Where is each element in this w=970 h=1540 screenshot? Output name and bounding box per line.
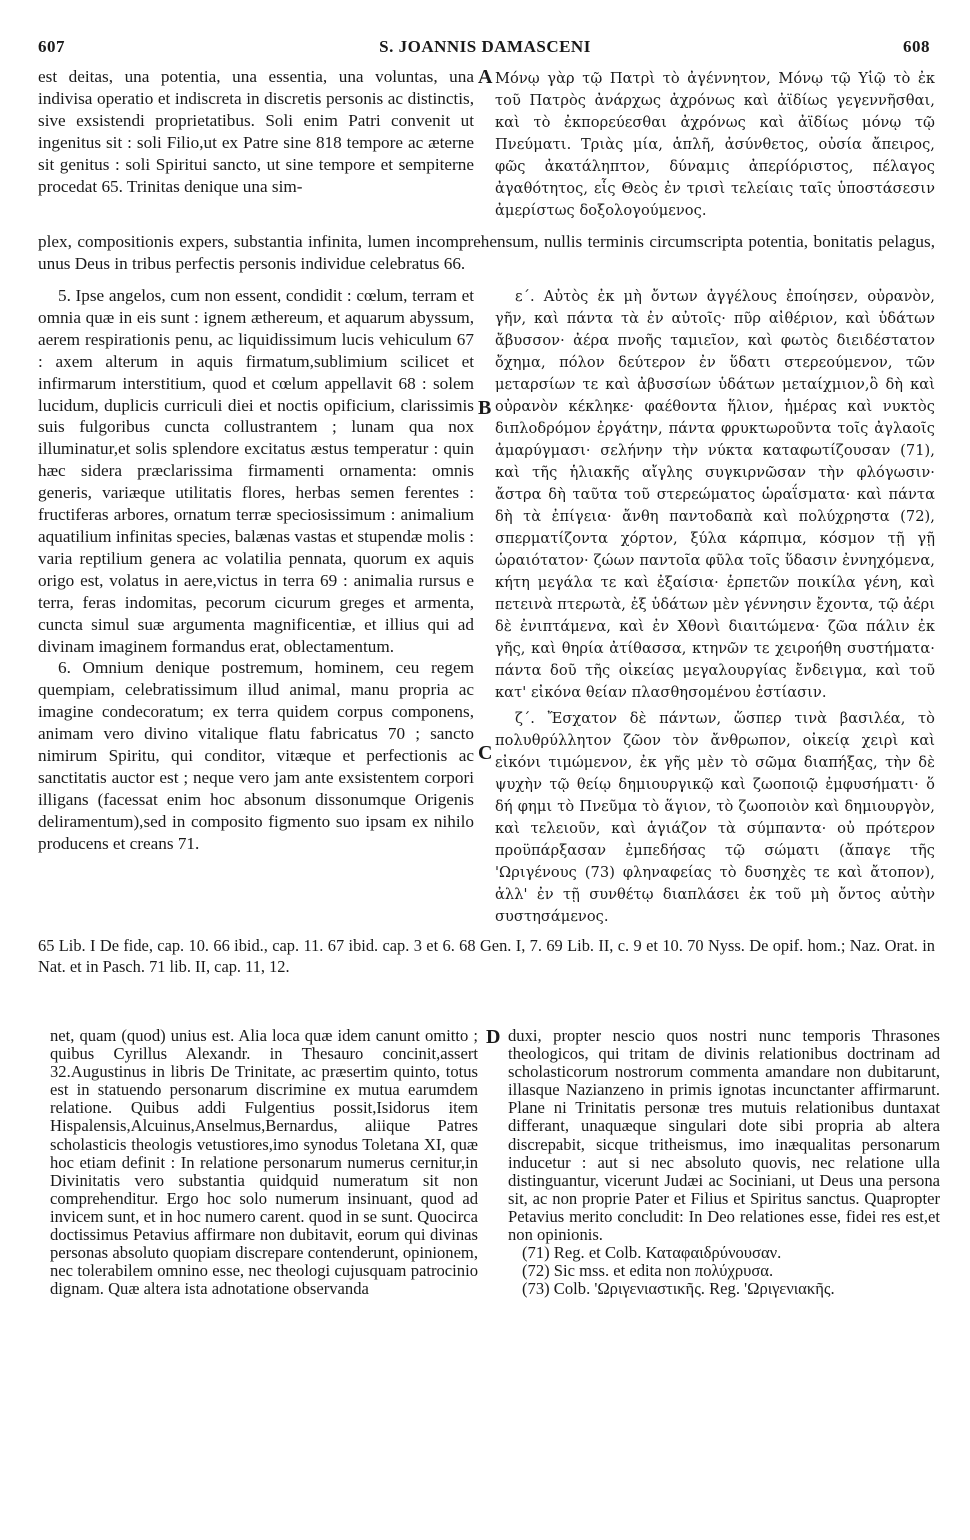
right-page-number: 608	[903, 37, 930, 56]
latin-paragraph-6: 6. Omnium denique postremum, hominem, ceu regem quempiam, celebratissimum illud animal, manu propria ac imagine condecoratum; ex terra quidem corpus componens, animam vero divino vitalique flatu fabricatus 70 ; sancto nimirum Spiritu, qui conditor, vitæque et perfectionis ac sanctitatis auctor est ; neque vero jam ante exsistentem corpori illigans (facessat enim hoc absonum dissonumque Origenis deliramentum),sed in composito figmento suo ipsam ex nihilo producens et creans 71.	[38, 658, 474, 853]
greek-column-creation	[495, 286, 935, 928]
note-71: (71) Reg. et Colb. Καταφαιδρύνουσαν.	[522, 1243, 782, 1263]
running-title: S. JOANNIS DAMASCENI	[379, 37, 591, 56]
commentary-right-text: duxi, propter nescio quos nostri nunc temporis Thrasones theologicos, qui tritam de divinis relationibus doctrinam ad scholasticorum nostrorum commenta amandare non dubitarunt, illasque Nazianzeno in primis ignotas incunctanter affirmarunt. Plane ni Trinitatis personæ tres mutuis relationibus duntaxat differant, unaquæque singulari dote sibi propria ab altera discrepabit, sicque tritheismus, imo inæqualitas personarum inducetur : aut si nec absoluto quovis, nec relatione ulla distinguantur, vicerunt Judæi ac Sociniani, ut Deus una persona sit, ac non proprie Pater et Filius et Spiritus sanctus. Quapropter Petavius merito concludit: In Deo relationes esse, fidei res est,et non opinionis.	[508, 1026, 940, 1245]
greek-paragraph-5: ε΄. Αὐτὸς ἐκ μὴ ὄντων ἀγγέλους ἐποίησεν, οὐρανὸν, γῆν, καὶ πάντα τὰ ἐν αὐτοῖς· πῦρ αἰθέριον, καὶ ὑδάτων ἄβυσσον· ἀέρα πνοῆς ταμιεῖον, καὶ φωτὸς διειδέστατον ὄχημα, πόλον δεύτερον ἐν ὕδατι στερεούμενον, τῶν μεταρσίων τε καὶ ἀβυσσίων ὑδάτων μεταίχμιον,ὃ δὴ καὶ οὐρανὸν κέκληκε· φαέθοντα ἥλιον, ἡμέρας καὶ νυκτὸς διπλοδρόμον ἐργάτην, πάντα φρυκτωροῦντα τοῖς ἀγλαοῖς ἀμαρύγμασι· σελήνην τὴν νύκτα καταφωτίζουσαν (71), καὶ τῆς ἡλιακῆς αἴγλης συγκιρνῶσαν τὴν φλόγωσιν· ἄστρα δὴ ταῦτα τοῦ στερεώματος ὡραΐσματα· καὶ πάντα δὴ τὰ ἐπίγεια· ἄνθη παντοδαπὰ καὶ πολύχρηστα (72), σπερματίζοντα χόρτον, ξύλα κάρπιμα, κόσμον τῇ γῇ ὡραιότατον· ζώων παντοῖα φῦλα τοῖς ὕδασιν ἐννηχόμενα, κήτη μεγάλα τε καὶ ἐξαίσια· ἑρπετῶν ποικίλα γένη, καὶ πετεινὰ πτερωτὰ, ἐξ ὑδάτων μὲν γέννησιν ἔχοντα, τῷ ἀέρι δὲ ἐνιπτάμενα, καὶ ἐν Χθονὶ διαιτώμενα· ζῶα πάλιν ἐκ γῆς, καὶ θηρία ἀτίθασσα, κτηνῶν τε χειροήθη συστήματα· πάντα δοῦ τῆς οἰκείας μεγαλουργίας ἔνδειγμα, καὶ τοῦ κατ' εἰκόνα θείαν πλασθησομένου ἐστίασιν.	[495, 288, 935, 701]
latin-paragraph-continuation: plex, compositionis expers, substantia infinita, lumen incomprehensum, nullis terminis circumscripta potentia, bonitatis pelagus, unus Deus in tribus perfectis personis individue celebratus 66.	[38, 232, 935, 273]
latin-column-creation	[38, 285, 474, 855]
margin-letter-d: D	[486, 1026, 501, 1048]
note-73: (73) Colb. 'Ωριγενιαστικῆς. Reg. 'Ωριγενιακῆς.	[522, 1279, 835, 1299]
commentary-left-text: net, quam (quod) unius est. Alia loca quæ idem canunt omitto ; quibus Cyrillus Alexandr. in Thesauro concinit,assert 32.Augustinus in libris De Trinitate, ac præsertim quinto, totus est in statuendo personarum discrimine ex mutua earumdem relatione. Quibus addi Fulgentius possit,Isidorus item Hispalensis,Alcuinus,Anselmus,Bernardus, aliique Patres scholasticis theologis vetustiores,imo synodus Toletana XI, quæ hoc etiam definit : In relatione personarum numerus cernitur,in Divinitatis vero substantia quidquid numeratum sit non comprehenditur. Ergo hoc solo numerum insinuant, quod ad invicem sunt, et in hoc numero carent. quod in se sunt. Quocirca doctissimus Petavius affirmare non dubitavit, eorum qui divinas personas absoluto quopiam discrepare contenderunt, opinionem, nec tolerabilem omnino esse, nec theologi cujusquam patrocinio dignam. Quæ altera ista adnotatione observanda	[50, 1026, 478, 1299]
latin-paragraph-5: 5. Ipse angelos, cum non essent, condidit : cœlum, terram et omnia quæ in eis sunt : ignem æthereum, et aquarum abyssum, aerem respirationis penu, ac liquidissimum lucis vehiculum 67 : axem alterum in aquis firmatum,sublimium scilicet et infirmarum interstitium, quod et cœlum appellavit 68 : solem lucidum, duplicis curriculi diei et noctis opificium, clarissimis suis fulgoribus cuncta collustrantem ; lunam qua nox illuminatur,et solis splendore excitatus æstus temperatur : quin hæc sidera præclarissima firmamenti ornamenta: omnis generis, variæque utilitatis flores, herbas semen ferentes : fructiferas arbores, ornatum terræ speciosissimum : animalium aquatilium infinitas species, balænas vastas et stupendæ molis : varia reptilium genera ac volatilia pennata, quorum ex aquis origo est, volatus in aere,victus in terra 69 : animalia rursus e terra, feras indomitas, pecorum cicurum greges et armenta, cuncta simul suæ argumenta magnificentiæ, et illius qui ad divinam imaginem formandus erat, oblectamentum.	[38, 286, 474, 656]
margin-letter-c: C	[478, 742, 493, 764]
latin-column-top	[38, 66, 474, 197]
margin-letter-b: B	[478, 397, 492, 419]
greek-column-top	[495, 68, 935, 222]
margin-letter-a: A	[478, 66, 493, 88]
full-width-latin-line	[38, 231, 935, 275]
latin-paragraph-trinity: est deitas, una potentia, una essentia, una voluntas, una indivisa operatio et indiscreta in discretis personis ac distinctis, sive exsistendi proprietatibus. Soli enim Patri convenit ut ingenitus sit : soli Filio,ut ex Patre sine 818 tempore ac æterne sit genitus : soli Spiritui sancto, ut sine tempore et sempiterne procedat 65. Trinitas denique una sim-	[38, 67, 474, 196]
greek-paragraph-6: ζ΄. Ἔσχατον δὲ πάντων, ὥσπερ τινὰ βασιλέα, τὸ πολυθρύλλητον ζῶον τὸν ἄνθρωπον, οἰκείᾳ χειρὶ καὶ εἰκόνι τιμώμενον, ἐκ γῆς μὲν τὸ σῶμα διαπήξας, τὴν δὲ ψυχὴν τῷ θείῳ δημιουργικῷ καὶ ζωοποιῷ ἐμφυσήματι· ὅ δή φημι τὸ Πνεῦμα τὸ ἅγιον, τὸ ζωοποιὸν καὶ δημιουργὸν, καὶ τελειοῦν, καὶ ἁγιάζον τὰ σύμπαντα· οὐ πρότερον προϋπάρξασαν ἐμπεδήσας τῷ σώματι (ἄπαγε τῆς 'Ωριγένους (73) φληναφείας τὸ δυσηχὲς τε καὶ ἄτοπον), ἀλλ' ἐν τῇ συνθέτῳ διαπλάσει ἐκ τοῦ μὴ ὄντος αὐτὴν συστησάμενος.	[495, 710, 935, 925]
note-72: (72) Sic mss. et edita non πολύχρυσα.	[522, 1261, 774, 1281]
left-page-number: 607	[38, 37, 65, 56]
greek-paragraph-trinity: Μόνῳ γὰρ τῷ Πατρὶ τὸ ἀγέννητον, Μόνῳ τῷ Υἱῷ τὸ ἐκ τοῦ Πατρὸς ἀνάρχως ἀχρόνως καὶ ἀϊδίως γεγεννῆσθαι, καὶ τὸ ἐκπορεύεσθαι ἀχρόνως καὶ ἀϊδίως μόνῳ τῷ Πνεύματι. Τριὰς μία, ἁπλῆ, ἀσύνθετος, οὐσία ἄπειρος, φῶς ἀκατάληπτον, δύναμις ἀπερίόριστος, πέλαγος ἀγαθότητος, εἷς Θεὸς ἐν τρισὶ τελείαις ταῖς ὑποστάσεσιν ἀμερίστως δοξολογούμενος.	[495, 70, 935, 219]
footnotes	[38, 935, 935, 977]
commentary-right-column	[508, 1027, 940, 1298]
footnote-text: 65 Lib. I De fide, cap. 10. 66 ibid., cap. 11. 67 ibid. cap. 3 et 6. 68 Gen. I, 7. 69 Lib. II, c. 9 et 10. 70 Nyss. De opif. hom.; Naz. Orat. in Nat. et in Pasch. 71 lib. II, cap. 11, 12.	[38, 936, 935, 976]
commentary-left-column	[50, 1027, 478, 1298]
